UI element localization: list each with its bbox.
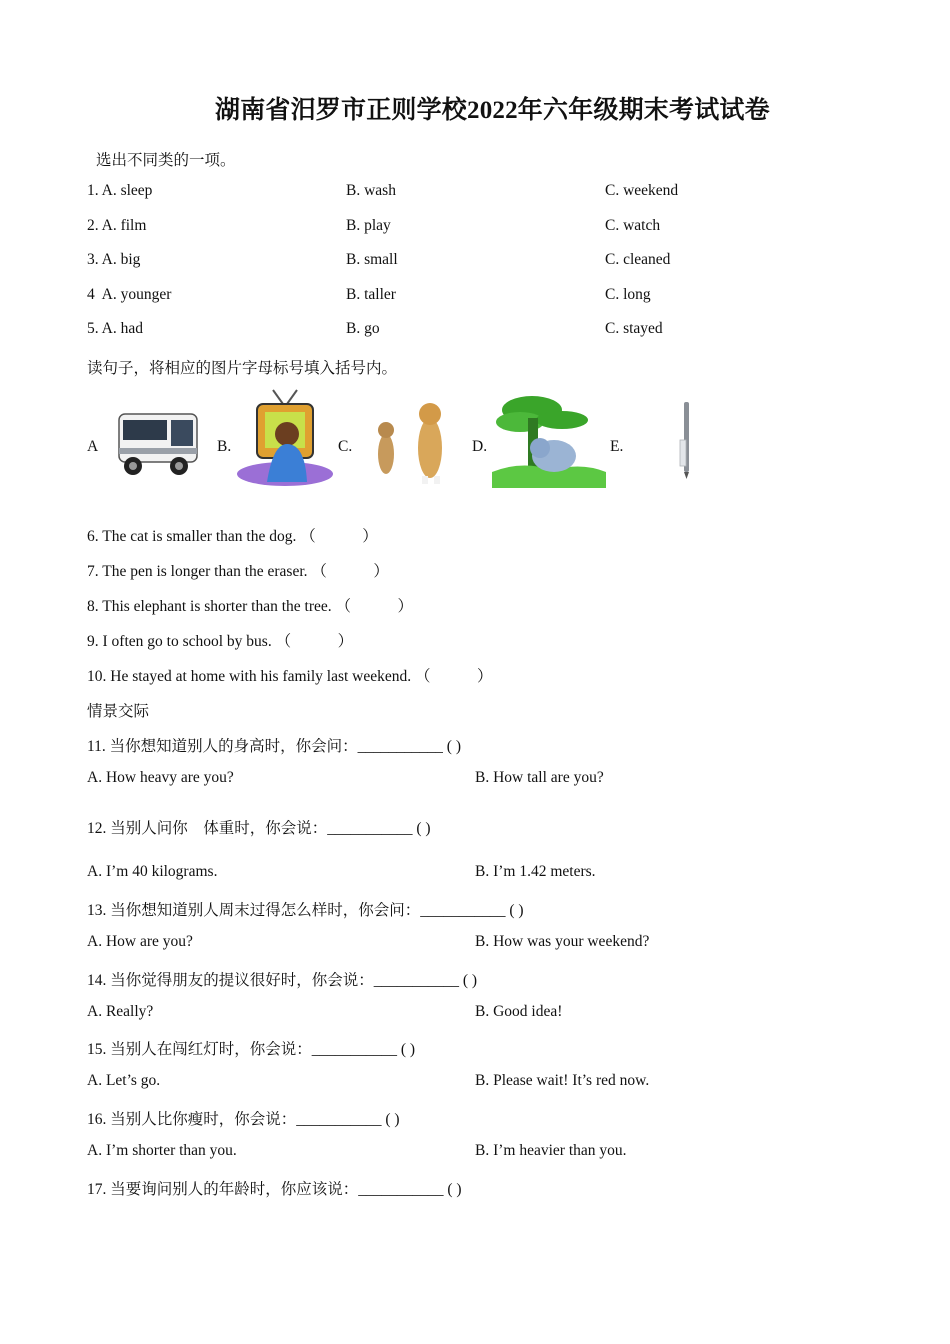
- q14-prompt: 14. 当你觉得朋友的提议很好时，你会说：___________ ( ): [87, 972, 478, 989]
- q3-option-a: 3. A. big: [87, 251, 141, 268]
- q2-option-c: C. watch: [605, 217, 661, 234]
- q1-option-b: B. wash: [346, 182, 396, 199]
- section3-heading: 情景交际: [87, 703, 150, 720]
- q3-option-b: B. small: [346, 251, 398, 268]
- page-title: 湖南省汨罗市正则学校2022年六年级期末考试试卷: [215, 97, 770, 124]
- q5-option-a: 5. A. had: [87, 320, 143, 337]
- q16-prompt: 16. 当别人比你瘦时，你会说：___________ ( ): [87, 1111, 400, 1128]
- q5-option-b: B. go: [346, 320, 380, 337]
- bus-image: [113, 400, 201, 484]
- q10-sentence: 10. He stayed at home with his family last weekend. （ ）: [87, 668, 493, 685]
- q1-option-c: C. weekend: [605, 182, 679, 199]
- q11-option-a: A. How heavy are you?: [87, 769, 234, 786]
- section1-instruction: 选出不同类的一项。: [96, 152, 236, 169]
- q7-sentence: 7. The pen is longer than the eraser. （ ）: [87, 563, 389, 580]
- q15-prompt: 15. 当别人在闯红灯时，你会说：___________ ( ): [87, 1041, 416, 1058]
- q6-sentence: 6. The cat is smaller than the dog. （ ）: [87, 528, 378, 545]
- q13-option-a: A. How are you?: [87, 933, 193, 950]
- picture-label-b: B.: [217, 438, 232, 455]
- q2-option-b: B. play: [346, 217, 391, 234]
- q4-option-b: B. taller: [346, 286, 396, 303]
- q1-option-a: 1. A. sleep: [87, 182, 153, 199]
- q3-option-c: C. cleaned: [605, 251, 671, 268]
- picture-label-c: C.: [338, 438, 353, 455]
- q17-prompt: 17. 当要询问别人的年龄时，你应该说：___________ ( ): [87, 1181, 462, 1198]
- q12-option-b: B. I’m 1.42 meters.: [475, 863, 596, 880]
- q12-prompt: 12. 当别人问你 体重时，你会说：___________ ( ): [87, 820, 431, 837]
- q4-option-a: 4 A. younger: [87, 286, 172, 303]
- q12-option-a: A. I’m 40 kilograms.: [87, 863, 218, 880]
- pen-image: [674, 400, 700, 480]
- section2-instruction: 读句子，将相应的图片字母标号填入括号内。: [87, 360, 398, 377]
- q13-option-b: B. How was your weekend?: [475, 933, 650, 950]
- q11-option-b: B. How tall are you?: [475, 769, 604, 786]
- child-watching-tv-image: [235, 386, 335, 488]
- q16-option-a: A. I’m shorter than you.: [87, 1142, 237, 1159]
- q13-prompt: 13. 当你想知道别人周末过得怎么样时，你会问：___________ ( ): [87, 902, 524, 919]
- q14-option-b: B. Good idea!: [475, 1003, 563, 1020]
- q9-sentence: 9. I often go to school by bus. （ ）: [87, 633, 354, 650]
- picture-label-d: D.: [472, 438, 488, 455]
- elephant-under-tree-image: [492, 384, 606, 488]
- q8-sentence: 8. This elephant is shorter than the tree. （ ）: [87, 598, 414, 615]
- q15-option-a: A. Let’s go.: [87, 1072, 161, 1089]
- q14-option-a: A. Really?: [87, 1003, 154, 1020]
- q16-option-b: B. I’m heavier than you.: [475, 1142, 627, 1159]
- q15-option-b: B. Please wait! It’s red now.: [475, 1072, 650, 1089]
- picture-label-a: A: [87, 438, 99, 455]
- q11-prompt: 11. 当你想知道别人的身高时，你会问：___________ ( ): [87, 738, 461, 755]
- q4-option-c: C. long: [605, 286, 651, 303]
- q2-option-a: 2. A. film: [87, 217, 147, 234]
- q5-option-c: C. stayed: [605, 320, 663, 337]
- picture-label-e: E.: [610, 438, 624, 455]
- cat-and-dog-image: [364, 396, 456, 486]
